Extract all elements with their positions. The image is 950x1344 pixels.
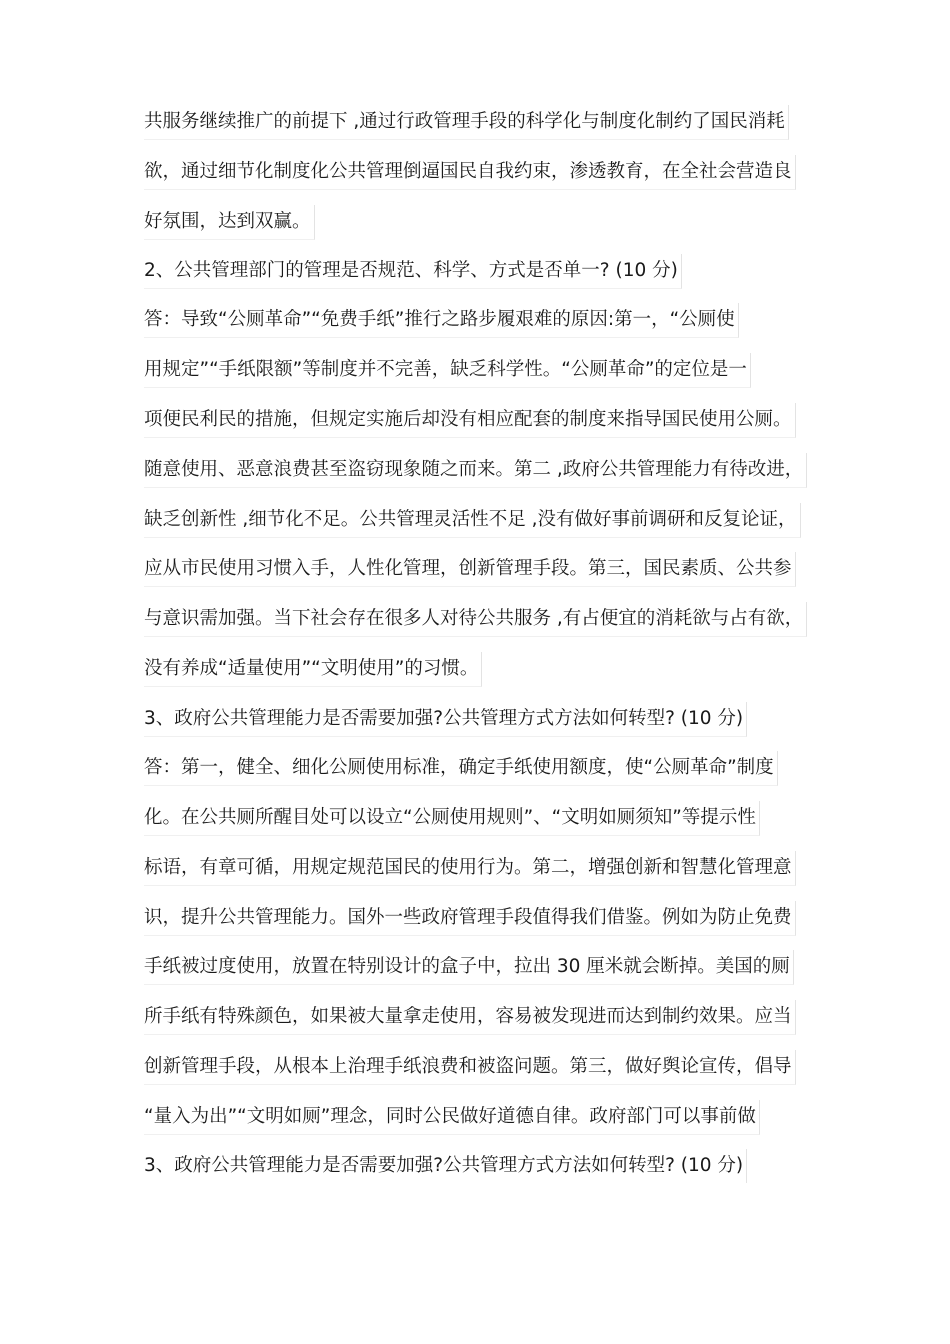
text-line-2: 欲，通过细节化制度化公共管理倒逼国民自我约束，渗透教育，在全社会营造良 (144, 155, 796, 190)
text-line-20: 创新管理手段，从根本上治理手纸浪费和被盗问题。第三，做好舆论宣传，倡导 (144, 1050, 796, 1085)
text-line-11: 与意识需加强。当下社会存在很多人对待公共服务 ,有占便宜的消耗欲与占有欲， (144, 602, 807, 637)
text-line-18: 手纸被过度使用，放置在特别设计的盒子中，拉出 30 厘米就会断掉。美国的厕 (144, 950, 794, 985)
question-3-heading-repeat: 3、政府公共管理能力是否需要加强?公共管理方式方法如何转型? (10 分) (144, 1149, 747, 1183)
text-line-17: 识，提升公共管理能力。国外一些政府管理手段值得我们借鉴。例如为防止免费 (144, 901, 796, 936)
text-line-6: 用规定”“手纸限额”等制度并不完善，缺乏科学性。“公厕革命”的定位是一 (144, 353, 751, 388)
text-line-3: 好氛围，达到双赢。 (144, 205, 315, 240)
text-line-19: 所手纸有特殊颜色，如果被大量拿走使用，容易被发现进而达到制约效果。应当 (144, 1000, 796, 1035)
text-line-1: 共服务继续推广的前提下 ,通过行政管理手段的科学化与制度化制约了国民消耗 (144, 105, 789, 140)
question-3-heading: 3、政府公共管理能力是否需要加强?公共管理方式方法如何转型? (10 分) (144, 702, 747, 737)
text-line-9: 缺乏创新性 ,细节化不足。公共管理灵活性不足 ,没有做好事前调研和反复论证， (144, 503, 801, 538)
text-line-8: 随意使用、恶意浪费甚至盗窃现象随之而来。第二 ,政府公共管理能力有待改进， (144, 453, 807, 488)
text-line-10: 应从市民使用习惯入手，人性化管理，创新管理手段。第三，国民素质、公共参 (144, 552, 796, 587)
question-2-heading: 2、公共管理部门的管理是否规范、科学、方式是否单一? (10 分) (144, 254, 682, 289)
text-line-5: 答：导致“公厕革命”“免费手纸”推行之路步履艰难的原因:第一，“公厕使 (144, 303, 739, 338)
text-line-14: 答：第一，健全、细化公厕使用标准，确定手纸使用额度，使“公厕革命”制度 (144, 751, 778, 786)
text-line-7: 项便民利民的措施，但规定实施后却没有相应配套的制度来指导国民使用公厕。 (144, 403, 796, 438)
text-line-16: 标语，有章可循，用规定规范国民的使用行为。第二，增强创新和智慧化管理意 (144, 851, 796, 886)
text-line-21: “量入为出”“文明如厕”理念，同时公民做好道德自律。政府部门可以事前做 (144, 1100, 760, 1135)
text-line-15: 化。在公共厕所醒目处可以设立“公厕使用规则”、“文明如厕须知”等提示性 (144, 801, 760, 836)
text-line-12: 没有养成“适量使用”“文明使用”的习惯。 (144, 652, 482, 687)
